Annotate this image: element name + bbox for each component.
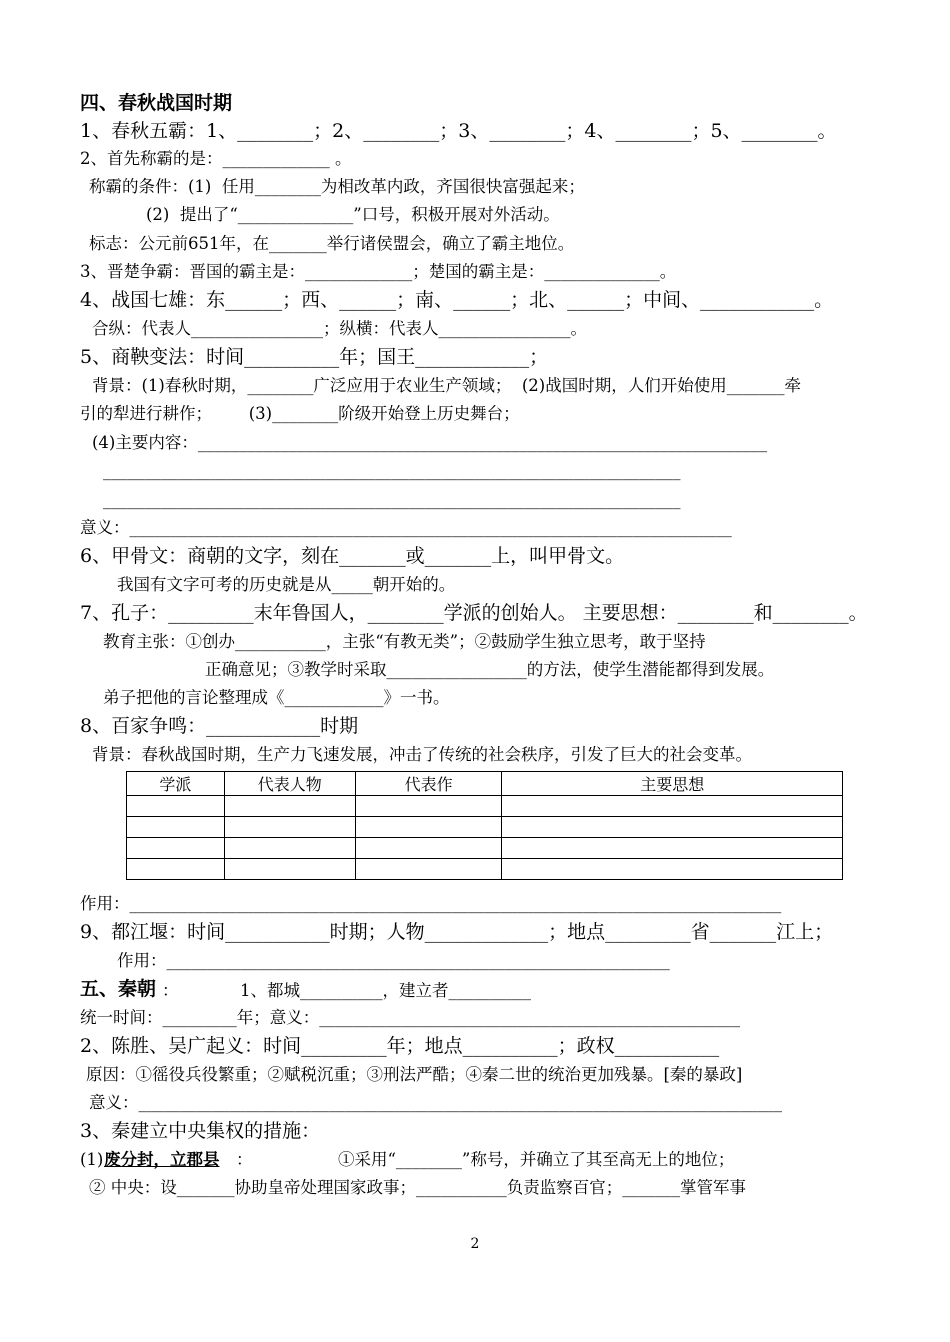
line-dujiangyan-function: 作用：_____________________________________________________________: [117, 951, 670, 970]
schools-table: [126, 771, 843, 880]
line-uprising-significance: 意义：______________________________________________________________________________: [89, 1093, 782, 1112]
line-blank-2: ______________________________________________________________________: [103, 490, 681, 509]
table-row: [127, 859, 843, 880]
line-five-hegemons: 1、春秋五霸：1、________；2、________；3、________；4、________；5、________。: [80, 120, 837, 142]
line-sign: 标志：公元前651年，在_______举行诸侯盟会，确立了霸主地位。: [89, 234, 575, 253]
line-first-hegemon: 2、首先称霸的是：_____________ 。: [80, 149, 352, 168]
table-cell[interactable]: [127, 817, 225, 838]
table-header-thought: 主要思想: [502, 772, 843, 796]
line-central-offices: ② 中央：设_______协助皇帝处理国家政事；___________负责监察百官；_______掌管军事: [89, 1178, 746, 1197]
table-cell[interactable]: [224, 796, 355, 817]
line-shang-yang: 5、商鞅变法：时间__________年；国王____________；: [80, 346, 549, 368]
section-4-title: 四、春秋战国时期: [80, 92, 233, 114]
line-measure-1-heading: 废分封，立郡县: [104, 1150, 220, 1169]
line-background-2: 引的犁进行耕作； (3)________阶级开始登上历史舞台；: [80, 404, 520, 423]
line-capital: 1、都城__________，建立者__________: [240, 981, 531, 1000]
line-dujiangyan: 9、都江堰：时间___________时期；人物_____________；地点_________省_______江上；: [80, 921, 834, 943]
line-emperor-title: ①采用“________”称号，并确立了其至高无上的地位；: [338, 1150, 735, 1169]
line-slogan: (2) 提出了“______________”口号，积极开展对外活动。: [146, 205, 560, 224]
table-cell[interactable]: [355, 817, 502, 838]
line-background-1: 背景：(1)春秋时期，________广泛应用于农业生产领域； (2)战国时期，人们开始使用_______牵: [92, 376, 801, 395]
line-education-2: 正确意见；③教学时采取_________________的方法，使学生潜能都得到发展。: [205, 660, 775, 679]
table-cell[interactable]: [355, 859, 502, 880]
line-measure-1-colon: ：: [236, 1150, 253, 1169]
table-cell[interactable]: [355, 838, 502, 859]
line-unification: 统一时间：_________年；意义：___________________________________________________: [80, 1008, 740, 1027]
section-5-colon: ：: [162, 981, 179, 1000]
line-function: 作用：_______________________________________________________________________________: [80, 894, 782, 913]
table-cell[interactable]: [224, 817, 355, 838]
line-blank-1: ______________________________________________________________________: [103, 461, 681, 480]
table-cell[interactable]: [224, 859, 355, 880]
line-hegemon-conditions: 称霸的条件：(1) 任用________为相改革内政，齐国很快富强起来；: [89, 177, 585, 196]
line-measure-1-prefix: (1): [80, 1150, 104, 1169]
line-written-history: 我国有文字可考的历史就是从_____朝开始的。: [117, 575, 456, 594]
line-significance: 意义：_________________________________________________________________________: [80, 518, 732, 537]
line-jin-chu: 3、晋楚争霸：晋国的霸主是：_____________；楚国的霸主是：______________。: [80, 262, 677, 281]
table-header-row: [127, 772, 843, 796]
table-cell[interactable]: [127, 796, 225, 817]
line-centralization: 3、秦建立中央集权的措施：: [80, 1120, 321, 1142]
line-main-content: (4)主要内容：_____________________________________________________________________: [92, 433, 768, 452]
table-cell[interactable]: [502, 859, 843, 880]
line-hundred-background: 背景：春秋战国时期，生产力飞速发展，冲击了传统的社会秩序，引发了巨大的社会变革。: [92, 745, 752, 764]
page-number: 2: [470, 1236, 480, 1252]
line-analects: 弟子把他的言论整理成《____________》一书。: [103, 688, 450, 707]
line-oracle-bone: 6、甲骨文：商朝的文字，刻在_______或_______上，叫甲骨文。: [80, 545, 625, 567]
table-cell[interactable]: [502, 796, 843, 817]
line-hundred-schools: 8、百家争鸣：____________时期: [80, 715, 359, 737]
table-row: [127, 838, 843, 859]
table-row: [127, 796, 843, 817]
table-cell[interactable]: [127, 838, 225, 859]
table-cell[interactable]: [502, 817, 843, 838]
table-row: [127, 817, 843, 838]
table-header-school: 学派: [127, 772, 225, 796]
section-5-title: 五、秦朝: [80, 978, 157, 1000]
line-chen-wu-uprising: 2、陈胜、吴广起义：时间_________年；地点__________；政权___________: [80, 1035, 720, 1057]
table-cell[interactable]: [502, 838, 843, 859]
line-seven-states: 4、战国七雄：东______；西、______；南、______；北、______；中间、____________。: [80, 289, 834, 311]
table-header-representative: 代表人物: [224, 772, 355, 796]
table-header-works: 代表作: [355, 772, 502, 796]
table-cell[interactable]: [355, 796, 502, 817]
table-cell[interactable]: [127, 859, 225, 880]
line-causes: 原因：①徭役兵役繁重；②赋税沉重；③刑法严酷；④秦二世的统治更加残暴。[秦的暴政]: [86, 1065, 743, 1084]
line-confucius: 7、孔子：_________末年鲁国人，________学派的创始人。 主要思想：________和________。: [80, 602, 868, 624]
line-alliance: 合纵：代表人________________；纵横：代表人________________。: [92, 319, 587, 338]
line-education-1: 教育主张：①创办___________，主张“有教无类”；②鼓励学生独立思考，敢于坚持: [103, 632, 706, 651]
table-cell[interactable]: [224, 838, 355, 859]
